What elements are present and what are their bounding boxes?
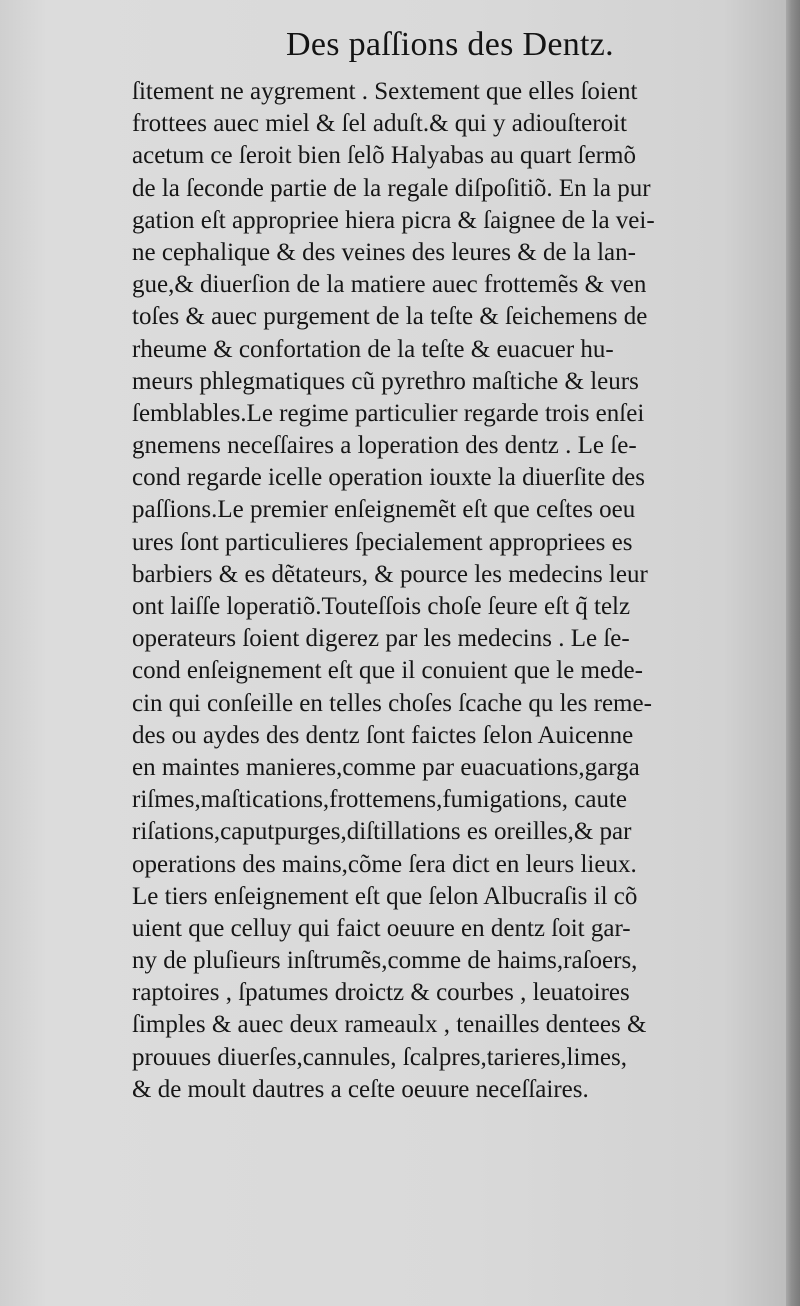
text-line: ny de pluſieurs inſtrumẽs,comme de haims,raſoers, [132, 947, 638, 975]
text-line: gation eſt appropriee hiera picra & ſaignee de la vei- [132, 206, 655, 234]
text-line: ont laiſſe loperatiõ.Touteſſois choſe ſeure eſt q̃ telz [132, 593, 631, 620]
page-body-text [132, 76, 744, 1106]
text-line: ne cephalique & des veines des leures & de la lan- [132, 238, 636, 266]
text-line: operateurs ſoient digerez par les medecins . Le ſe- [132, 625, 630, 653]
text-line: des ou aydes des dentz ſont faictes ſelon Auicenne [132, 721, 634, 749]
text-line: cond regarde icelle operation iouxte la diuerſite des [132, 464, 645, 492]
text-line: riſations,caputpurges,diſtillations es oreilles,& par [132, 818, 632, 846]
text-line: cond enſeignement eſt que il conuient que le mede- [132, 657, 643, 685]
text-line: Le tiers enſeignement eſt que ſelon Albucraſis il cõ [132, 882, 638, 910]
text-line: barbiers & es dẽtateurs, & pource les medecins leur [132, 560, 648, 588]
text-line: & de moult dautres a ceſte oeuure neceſſaires. [132, 1075, 589, 1103]
text-line: cin qui conſeille en telles choſes ſcache qu les reme- [132, 689, 652, 717]
text-line: de la ſeconde partie de la regale diſpoſitiõ. En la pur [132, 174, 651, 202]
text-line: acetum ce ſeroit bien ſelõ Halyabas au quart ſermõ [132, 142, 636, 170]
text-line: gue,& diuerſion de la matiere auec frottemẽs & ven [132, 271, 647, 299]
text-line: ſimples & auec deux rameaulx , tenailles dentees & [132, 1011, 647, 1039]
text-line: riſmes,maſtications,frottemens,fumigations, caute [132, 786, 628, 814]
text-line: rheume & confortation de la teſte & euacuer hu- [132, 335, 614, 363]
text-line: raptoires , ſpatumes droictz & courbes , leuatoires [132, 979, 630, 1007]
page-edge-shadow [786, 0, 800, 1306]
text-line: gnemens neceſſaires a loperation des dentz . Le ſe- [132, 432, 637, 460]
text-line: en maintes manieres,comme par euacuations,garga [132, 753, 640, 781]
running-head: Des paſſions des Dentz. [286, 26, 614, 63]
text-line: meurs phlegmatiques cũ pyrethro maſtiche & leurs [132, 367, 639, 395]
text-line: frottees auec miel & ſel aduſt.& qui y adiouſteroit [132, 110, 627, 138]
text-line: paſſions.Le premier enſeignemẽt eſt que ceſtes oeu [132, 496, 636, 524]
text-line: ſemblables.Le regime particulier regarde trois enſei [132, 399, 645, 427]
text-line: ſitement ne aygrement . Sextement que elles ſoient [132, 78, 638, 105]
text-line: toſes & auec purgement de la teſte & ſeichemens de [132, 303, 648, 331]
text-line: uient que celluy qui faict oeuure en dentz ſoit gar- [132, 914, 631, 942]
text-line: ures ſont particulieres ſpecialement appropriees es [132, 528, 633, 556]
text-line: prouues diuerſes,cannules, ſcalpres,tarieres,limes, [132, 1043, 627, 1071]
text-line: operations des mains,cõme ſera dict en leurs lieux. [132, 850, 637, 878]
